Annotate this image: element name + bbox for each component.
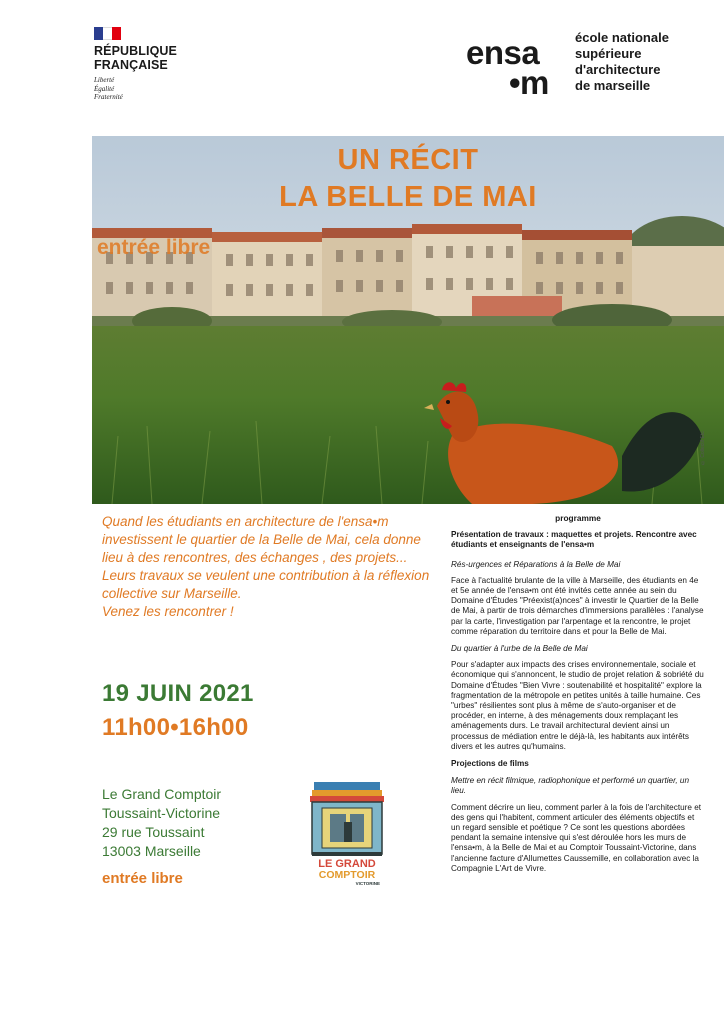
address-line-3: 29 rue Toussaint (102, 824, 205, 840)
republique-line2: FRANÇAISE (94, 58, 168, 72)
intro-paragraph-3: Venez les rencontrer ! (102, 604, 234, 619)
intro-paragraph-1: Quand les étudiants en architecture de l'ensa•m investissent le quartier de la Belle de Mai, cela donne lieu à des rencontres, des échanges , des projets... (102, 514, 421, 565)
logo-line3: VICTORINE (355, 881, 380, 886)
school-name (575, 30, 669, 94)
address-line-2: Toussaint-Victorine (102, 805, 221, 821)
programme-section (451, 513, 705, 881)
event-time: 11h00•16h00 (102, 714, 249, 741)
motto-fraternite: Fraternité (94, 93, 123, 101)
section3-body: Comment décrire un lieu, comment parler à la fois de l'architecture et des gens qui l'habitent, comment articuler des éléments objectifs et un regard sensible et poétique ? Ce sont les questions abordées pendant la semaine intensive qui s'est déroulée hors les murs de l'ensa•m, à la Belle de Mai et au Comptoir Toussaint-Victorine, dans l'ancienne facture d'Allumettes Caussemille, en collaboration avec la Compagnie L'Art de Vivre. (451, 802, 702, 873)
section2-title: Du quartier à l'urbe de la Belle de Mai (451, 644, 588, 654)
event-title (92, 142, 724, 216)
event-title-line2: LA BELLE DE MAI (279, 181, 537, 213)
event-address (102, 785, 221, 861)
event-date: 19 JUIN 2021 (102, 680, 254, 707)
address-line-4: 13003 Marseille (102, 843, 201, 859)
school-name-line1: école nationale (575, 30, 669, 45)
republique-line1: RÉPUBLIQUE (94, 44, 177, 58)
school-name-line4: de marseille (575, 78, 651, 93)
programme-lead: Présentation de travaux : maquettes et projets. Rencontre avec étudiants et enseignants de l'ensa•m (451, 530, 697, 550)
event-title-line1: UN RÉCIT (337, 144, 479, 176)
programme-heading: programme (555, 513, 601, 523)
school-name-line2: supérieure (575, 46, 642, 61)
school-name-line3: d'architecture (575, 62, 661, 77)
section1-body: Face à l'actualité brulante de la ville à Marseille, des étudiants en 4e et 5e année de l'ensa•m ont été invités cette année au sein du Domaine d'Études "Préexist(a)nces" à investir le Quartier de la Belle de Mai, à partir de trois démarches d'immersions parallèles : l'analyse par la carte, l'investigation par l'arpentage et la rencontre, le projet comme réparation du territoire dans et pour la Belle de Mai. (451, 575, 704, 636)
intro-text (102, 513, 442, 621)
motto-liberte: Liberté (94, 76, 115, 84)
ensam-logo-line2: •m (509, 64, 549, 101)
intro-paragraph-2: Leurs travaux se veulent une contribution à la réflexion collective sur Marseille. (102, 568, 430, 601)
republique-motto (94, 76, 123, 102)
ensam-logo (466, 34, 549, 101)
motto-egalite: Égalité (94, 84, 115, 93)
grand-comptoir-logo-art (306, 782, 388, 886)
republique-francaise-logo (94, 44, 177, 72)
republique-flag-icon (94, 27, 121, 40)
section3-title: Projections de films (451, 759, 529, 769)
address-line-1: Le Grand Comptoir (102, 786, 222, 802)
entry-free: entrée libre (102, 870, 183, 887)
section2-body: Pour s'adapter aux impacts des crises environnementale, sociale et économique qui s'annoncent, le studio de projet relation & sobriété du Domaine d'Études "Bien Vivre : soutenabilité et hospitalité" explore la fragmentation de la métropole en petites unités à taille humaine. Ces "urbes" résilientes sont plus à même de s'auto-organiser et de procéder, en interne, à des ménagements doux remplaçant les aménagements durs. Le travail architectural devient ainsi un processus de médiation entre le déjà-là, les habitants aux intérêts divers et les autres qu'humains. (451, 660, 704, 751)
grand-comptoir-logo (306, 782, 388, 886)
logo-line2: COMPTOIR (318, 869, 376, 881)
ensam-logo-line1: ensa (466, 34, 540, 71)
section1-title: Rés-urgences et Réparations à la Belle de Mai (451, 559, 621, 569)
logo-line1: LE GRAND (318, 858, 376, 870)
photo-overlay-text: entrée libre (97, 236, 211, 259)
photo-credit: © Collectif Etc (700, 431, 706, 465)
section3-subtitle: Mettre en récit filmique, radiophonique et performé un quartier, un lieu. (451, 776, 690, 796)
